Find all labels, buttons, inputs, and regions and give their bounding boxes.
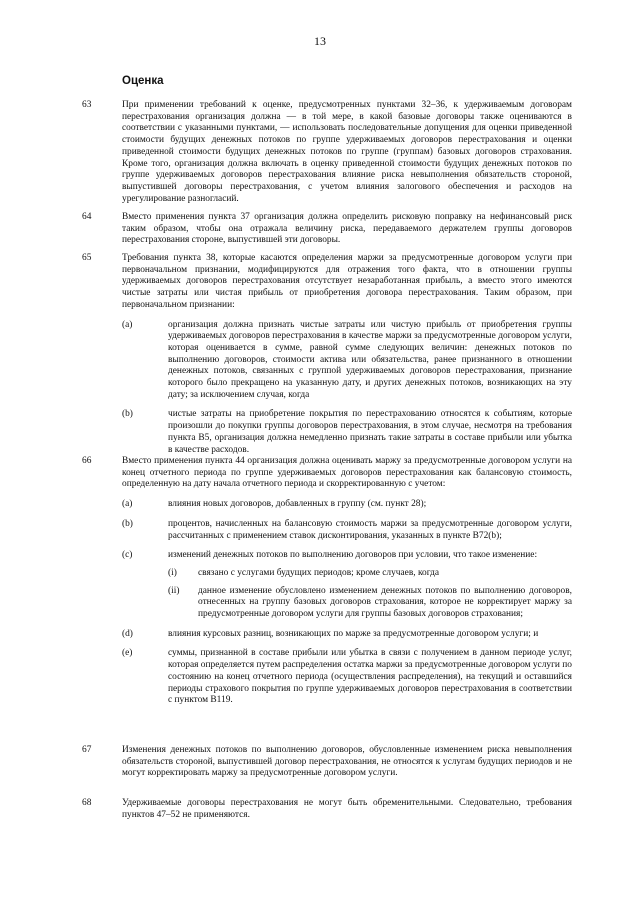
paragraph-65 — [82, 253, 572, 456]
paragraph-number: 63 — [82, 100, 92, 110]
subitem-label: (e) — [122, 648, 133, 659]
paragraph-63 — [82, 100, 572, 205]
subitem-b — [122, 519, 572, 542]
paragraph-66 — [82, 456, 572, 707]
subitem-label: (c) — [122, 550, 133, 561]
subitem-label: (ii) — [168, 585, 180, 596]
paragraph-text: При применении требований к оценке, предусмотренных пунктами 32–36, к удерживаемым договорам перестрахования организация должна — в той мере, в какой базовые договоры также оцениваются в соответствии с указанными пунктами, — использовать последовательные допущения для оценки приведенной стоимости будущих денежных потоков по группе удерживаемых договоров перестрахования и оценки приведенной стоимости будущих денежных потоков по группе (группам) базовых договоров страхования. Кроме того, организация должна включать в оценку приведенной стоимости будущих денежных потоков по группе удерживаемых договоров перестрахования влияние риска невыполнения обязательств стороной, выпустившей договоры перестрахования, с учетом влияния залогового обеспечения и расходов на урегулирование разногласий. — [122, 100, 572, 204]
subitem-label: (d) — [122, 628, 133, 639]
subitem-text: изменений денежных потоков по выполнению договоров при условии, что такое изменение: — [168, 550, 538, 561]
paragraph-text: Вместо применения пункта 37 организация должна определить рисковую поправку на нефинансовый риск таким образом, чтобы она отражала величину риска, передаваемого держателем группы договоров перестрахования стороне, выпустившей эти договоры. — [122, 212, 572, 246]
subitem-a — [122, 320, 572, 402]
subitem-text: влияния новых договоров, добавленных в группу (см. пункт 28); — [168, 499, 427, 510]
paragraph-67 — [82, 745, 572, 780]
paragraph-64 — [82, 212, 572, 247]
subitem-text: данное изменение обусловлено изменением денежных потоков по выполнению договоров, отнесенных на группу базовых договоров страхования, которое не корректирует маржу за предусмотренные договором услуги для группы базовых договоров страхования; — [198, 585, 572, 620]
subitem-d — [122, 629, 572, 641]
subitem-label: (b) — [122, 409, 133, 420]
subitem-label: (b) — [122, 518, 133, 529]
subitem-label: (a) — [122, 319, 133, 330]
paragraph-number: 66 — [82, 456, 92, 466]
subitem-label: (i) — [168, 567, 177, 578]
subitem-text: чистые затраты на приобретение покрытия по перестрахованию относятся к событиям, которые произошли до покупки группы договоров перестрахования, в этом случае, несмотря на требования пункта B5, организация должна немедленно признать такие затраты в составе прибыли или убытка в качестве расходов. — [168, 409, 572, 455]
paragraph-text: Требования пункта 38, которые касаются определения маржи за предусмотренные договором услуги при первоначальном признании, модифицируются для отражения того факта, что в отношении группы удерживаемых договоров перестрахования отсутствует незаработанная прибыль, а вместо этого имеются чистые затраты или чистая прибыль от приобретения договора перестрахования. Таким образом, при первоначальном признании: — [122, 253, 572, 310]
paragraph-number: 65 — [82, 253, 92, 263]
subitem-text: суммы, признанной в составе прибыли или убытка в связи с получением в данном периоде услуг, которая определяется путем распределения остатка маржи за предусмотренные договором услуги по состоянию на конец отчетного периода (осуществления распределения), на текущий и оставшийся периоды страхового покрытия по группе удерживаемых договоров перестрахования в соответствии с пунктом B119. — [168, 648, 572, 706]
paragraph-68 — [82, 798, 572, 821]
paragraph-number: 68 — [82, 798, 92, 808]
subitem-c — [122, 550, 572, 621]
subitem-text: процентов, начисленных на балансовую стоимость маржи за предусмотренные договором услуги, рассчитанных с применением ставок дисконтирования, указанных в пункте B72(b); — [168, 518, 572, 541]
paragraph-text: Вместо применения пункта 44 организация должна оценивать маржу за предусмотренные договором услуги на конец отчетного периода по группе удерживаемых договоров перестрахования как балансовую стоимость, определенную на дату начала отчетного периода и скорректированную с учетом: — [122, 456, 572, 490]
page-number: 13 — [314, 34, 326, 48]
subitem-label: (a) — [122, 499, 133, 510]
subitem-b — [122, 409, 572, 456]
paragraph-text: Удерживаемые договоры перестрахования не могут быть обременительными. Следовательно, требования пунктов 47–52 не применяются. — [122, 798, 572, 820]
subitem-text: организация должна признать чистые затраты или чистую прибыль от приобретения группы удерживаемых договоров перестрахования в качестве маржи за предусмотренные договором услуги, которая оценивается в сумме, равной сумме следующих величин: денежных потоков по выполнению договоров, стоимости актива или обязательства, ранее признанного в отношении денежных потоков, связанных с группой удерживаемых договоров перестрахования, признание которого было прекращено на указанную дату, и других денежных потоков, возникающих на эту дату; за исключением случая, когда — [168, 319, 572, 400]
subitem-c-i — [168, 568, 572, 580]
paragraph-text: Изменения денежных потоков по выполнению договоров, обусловленные изменением риска невыполнения обязательств стороной, выпустившей договор перестрахования, не относятся к услугам будущих периодов и не могут корректировать маржу за предусмотренные договором услуги. — [122, 745, 572, 779]
subitem-c-ii — [168, 586, 572, 621]
subitem-text: связано с услугами будущих периодов; кроме случаев, когда — [198, 567, 440, 578]
subitem-e — [122, 648, 572, 707]
subitem-a — [122, 499, 572, 511]
paragraph-number: 67 — [82, 745, 92, 755]
subitem-text: влияния курсовых разниц, возникающих по марже за предусмотренные договором услуги; и — [168, 628, 539, 639]
section-heading: Оценка — [122, 75, 164, 87]
paragraph-number: 64 — [82, 212, 92, 222]
